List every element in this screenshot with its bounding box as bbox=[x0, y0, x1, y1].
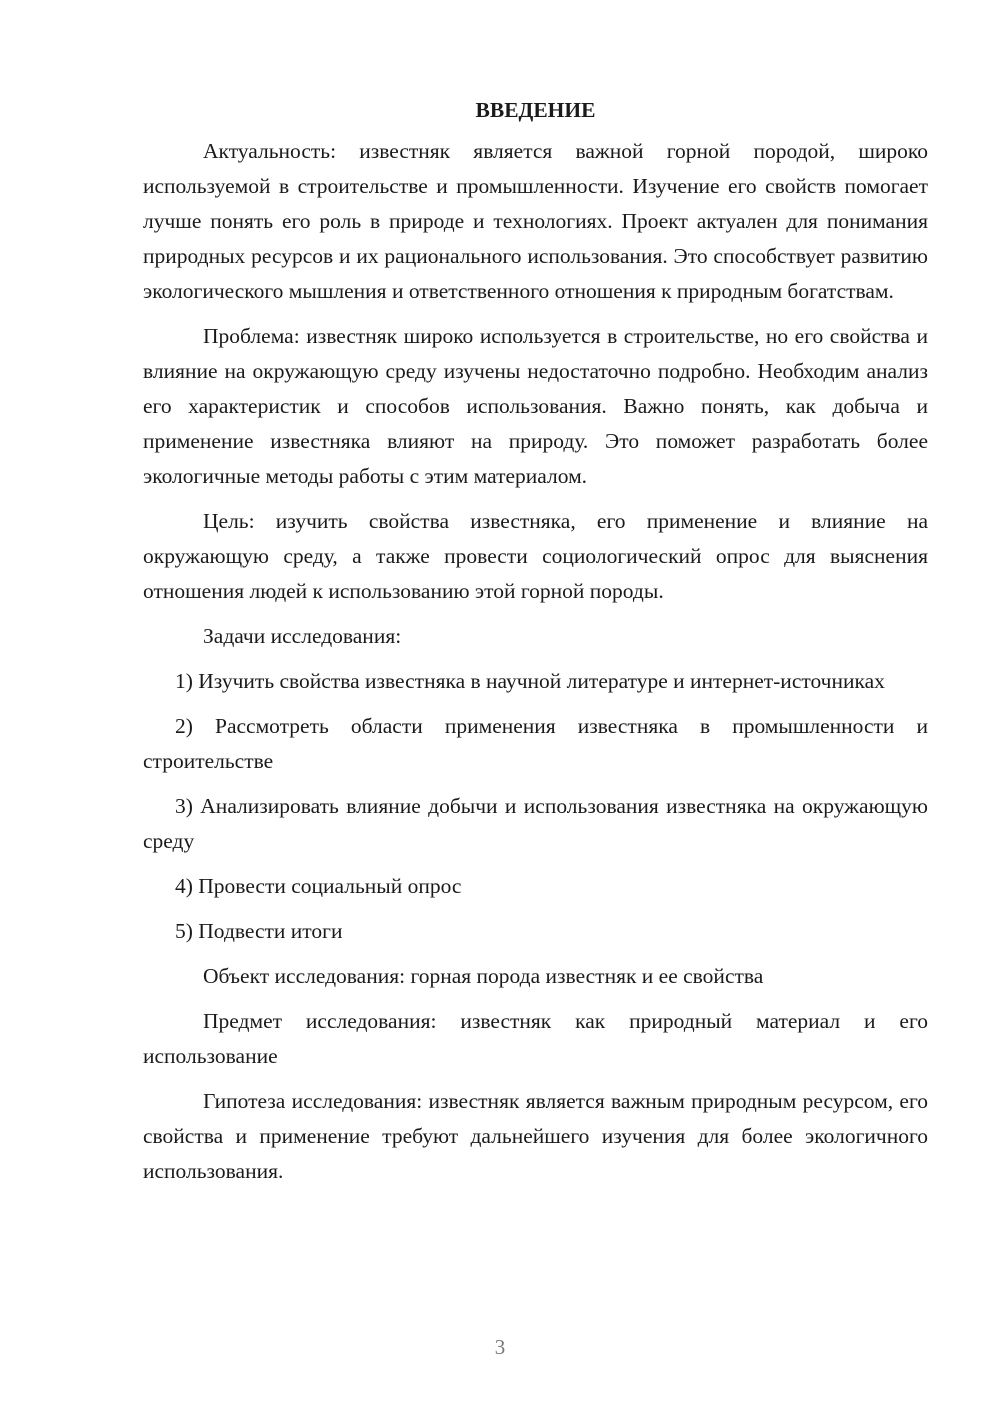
task-item: 5) Подвести итоги bbox=[175, 919, 343, 943]
task-item: 1) Изучить свойства известняка в научной литературе и интернет-источниках bbox=[175, 669, 885, 693]
tasks-heading: Задачи исследования: bbox=[203, 624, 402, 648]
task-item: 3) Анализировать влияние добычи и использования известняка на окружающую среду bbox=[143, 794, 928, 853]
object-paragraph: Объект исследования: горная порода известняк и ее свойства bbox=[203, 964, 764, 988]
page-title: ВВЕДЕНИЕ bbox=[475, 98, 596, 122]
subject-paragraph: Предмет исследования: известняк как природный материал и его использование bbox=[143, 1009, 928, 1068]
relevance-paragraph: Актуальность: известняк является важной горной породой, широко используемой в строительстве и промышленности. Изучение его свойств помогает лучше понять его роль в природе и технологиях. Проект актуален для понимания природных ресурсов и их рационального использования. Это способствует развитию экологического мышления и ответственного отношения к природным богатствам. bbox=[143, 139, 928, 303]
hypothesis-paragraph: Гипотеза исследования: известняк является важным природным ресурсом, его свойства и применение требуют дальнейшего изучения для более экологичного использования. bbox=[143, 1089, 928, 1183]
page-number: 3 bbox=[494, 1335, 506, 1359]
document-page bbox=[143, 92, 928, 1199]
task-item: 4) Провести социальный опрос bbox=[175, 874, 462, 898]
task-item: 2) Рассмотреть области применения известняка в промышленности и строительстве bbox=[143, 714, 928, 773]
problem-paragraph: Проблема: известняк широко используется в строительстве, но его свойства и влияние на окружающую среду изучены недостаточно подробно. Необходим анализ его характеристик и способов использования. Важно понять, как добыча и применение известняка влияют на природу. Это поможет разработать более экологичные методы работы с этим материалом. bbox=[143, 324, 928, 488]
goal-paragraph: Цель: изучить свойства известняка, его применение и влияние на окружающую среду, а также провести социологический опрос для выяснения отношения людей к использованию этой горной породы. bbox=[143, 509, 928, 603]
